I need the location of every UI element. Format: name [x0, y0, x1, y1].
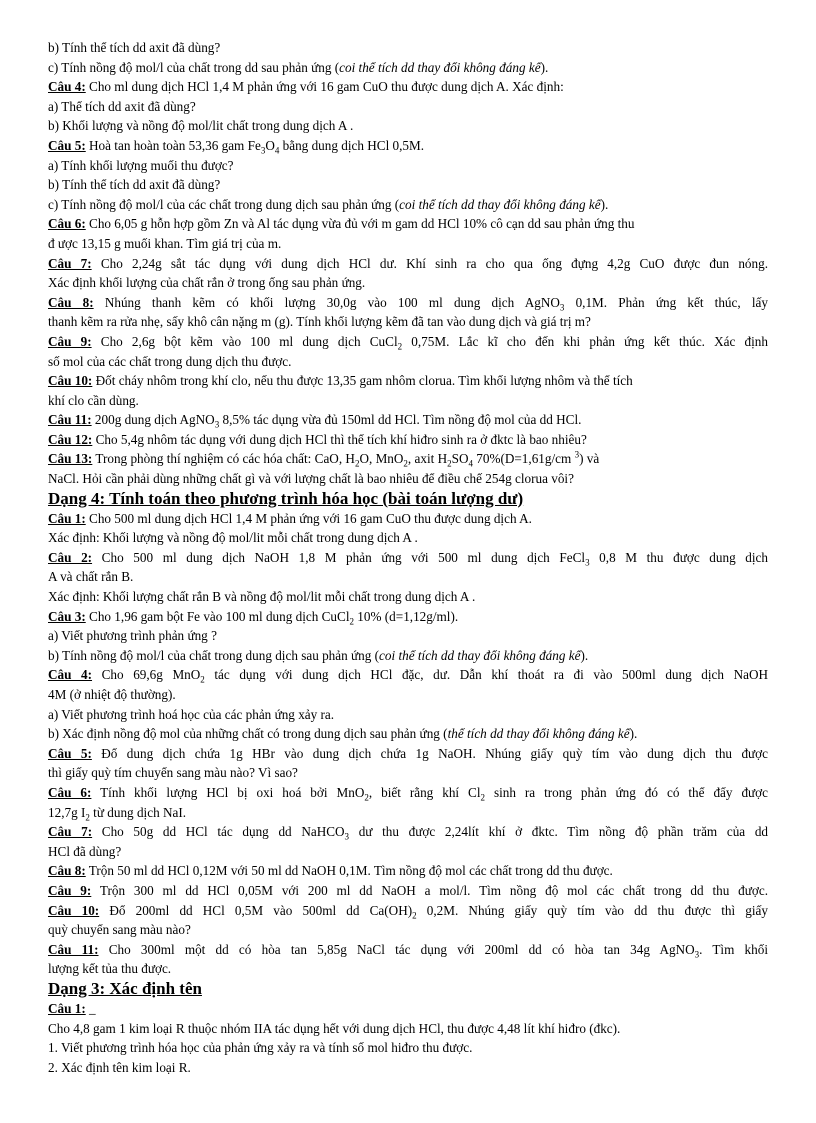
- question-label: Câu 8:: [48, 294, 94, 310]
- question-line: Câu 9: Trộn 300 ml dd HCl 0,05M với 200 ml dd NaOH a mol/l. Tìm nồng độ mol các chất trong dd thu được.: [48, 882, 768, 898]
- question-line: Câu 10: Đốt cháy nhôm trong khí clo, nếu thu được 13,35 gam nhôm clorua. Tìm khối lượng nhôm và thể tích: [48, 373, 633, 389]
- question-line: Câu 8: Trộn 50 ml dd HCl 0,12M với 50 ml dd NaOH 0,1M. Tìm nồng độ mol các chất trong dd thu được.: [48, 863, 613, 879]
- section-heading: Dạng 4: Tính toán theo phương trình hóa học (bài toán lượng dư): [48, 488, 524, 508]
- question-line: Câu 1: _: [48, 1000, 96, 1016]
- italic-note: thể tích dd thay đổi không đáng kể: [447, 726, 630, 742]
- question-label: Câu 1:: [48, 1000, 86, 1016]
- text-line: Xác định: Khối lượng và nồng độ mol/lit mỗi chất trong dung dịch A .: [48, 530, 418, 546]
- question-label: Câu 8:: [48, 863, 86, 879]
- italic-note: coi thể tích dd thay đổi không đáng kể: [339, 59, 541, 75]
- question-label: Câu 4:: [48, 667, 93, 683]
- document-page: [48, 38, 768, 1077]
- question-label: Câu 6:: [48, 784, 92, 800]
- text-line: 4M (ở nhiệt độ thường).: [48, 687, 176, 702]
- question-line: Câu 3: Cho 1,96 gam bột Fe vào 100 ml dung dịch CuCl$_2$ 10% (d=1,12g/ml).: [48, 608, 459, 627]
- question-label: Câu 13:: [48, 451, 93, 467]
- question-line: Câu 5: Đổ dung dịch chứa 1g HBr vào dung dịch chứa 1g NaOH. Nhúng giấy quỳ tím vào dung dịch thu được: [48, 745, 768, 761]
- question-label: Câu 7:: [48, 255, 92, 271]
- question-label: Câu 3:: [48, 608, 86, 624]
- text-line: b) Xác định nồng độ mol của những chất có trong dung dịch sau phản ứng (thể tích dd thay đổi không đáng kể).: [48, 726, 638, 742]
- text-line: 12,7g $I_2$ từ dung dịch NaI.: [48, 804, 187, 823]
- text-line: a) Viết phương trình hoá học của các phản ứng xảy ra.: [48, 706, 335, 722]
- question-line: Câu 7: Cho 50g dd HCl tác dụng dd NaHCO$_3$ dư thu được 2,24lít khí ở đktc. Tìm nồng độ phần trăm của dd: [48, 824, 768, 842]
- text-line: a) Viết phương trình phản ứng ?: [48, 628, 217, 644]
- question-line: Câu 5: Hoà tan hoàn toàn 53,36 gam $Fe_3O_4$ bằng dung dịch HCl 0,5M.: [48, 137, 425, 156]
- question-label: Câu 9:: [48, 333, 92, 349]
- question-label: Câu 2:: [48, 549, 93, 565]
- section-heading: Dạng 3: Xác định tên: [48, 978, 202, 998]
- text-line: b) Tính nồng độ mol/l của chất trong dung dịch sau phản ứng (coi thể tích dd thay đổi không đáng kể).: [48, 647, 589, 663]
- question-line: Câu 2: Cho 500 ml dung dịch NaOH 1,8 M phản ứng với 500 ml dung dịch FeCl$_3$ 0,8 M thu được dung dịch: [48, 549, 768, 568]
- question-line: Câu 1: Cho 500 ml dung dịch HCl 1,4 M phản ứng với 16 gam CuO thu được dung dịch A.: [48, 510, 532, 526]
- question-line: Câu 4: Cho 69,6g MnO$_2$ tác dụng với dung dịch HCl đặc, dư. Dẫn khí thoát ra đi vào 500ml dung dịch NaOH: [48, 667, 768, 685]
- text-line: thì giấy quỳ tím chuyển sang màu nào? Vì sao?: [48, 765, 298, 781]
- question-label: Câu 7:: [48, 824, 93, 840]
- question-label: Câu 4:: [48, 79, 86, 95]
- question-label: Câu 11:: [48, 412, 92, 428]
- question-label: Câu 10:: [48, 902, 100, 918]
- text-line: A và chất rắn B.: [48, 569, 134, 585]
- text-line: b) Tính thể tích dd axit đã dùng?: [48, 177, 221, 193]
- text-line: thanh kẽm ra rửa nhẹ, sấy khô cân nặng m (g). Tính khối lượng kẽm đã tan vào dung dịch và giá trị m?: [48, 314, 591, 330]
- italic-note: coi thể tích dd thay đổi không đáng kể: [379, 647, 581, 663]
- question-label: Câu 10:: [48, 373, 93, 389]
- text-line: Xác định: Khối lượng chất rắn B và nồng độ mol/lit mỗi chất trong dung dịch A .: [48, 589, 476, 605]
- question-line: Câu 13: Trong phòng thí nghiệm có các hóa chất: CaO, $H_2O$, MnO$_2$, axit $H_2SO_4$ 70%(D=1,61g/cm $^3$) và: [48, 450, 600, 470]
- question-line: Câu 7: Cho 2,24g sắt tác dụng với dung dịch HCl dư. Khí sinh ra cho qua ống đựng 4,2g CuO được đun nóng.: [48, 255, 768, 271]
- question-line: Câu 10: Đổ 200ml dd HCl 0,5M vào 500ml dd $Ca(OH)_2$ 0,2M. Nhúng giấy quỳ tím vào dd thu được thì giấy: [48, 902, 768, 921]
- question-label: Câu 12:: [48, 431, 93, 447]
- text-line: số mol của các chất trong dung dịch thu được.: [48, 353, 292, 369]
- question-label: Câu 5:: [48, 745, 92, 761]
- question-label: Câu 5:: [48, 137, 86, 153]
- text-line: HCl đã dùng?: [48, 843, 122, 859]
- text-line: 1. Viết phương trình hóa học của phản ứng xảy ra và tính số mol hiđro thu được.: [48, 1040, 473, 1056]
- text-line: khí clo cần dùng.: [48, 392, 139, 408]
- question-line: Câu 4: Cho ml dung dịch HCl 1,4 M phản ứng với 16 gam CuO thu được dung dịch A. Xác định:: [48, 79, 564, 95]
- text-line: Xác định khối lượng của chất rắn ở trong ống sau phản ứng.: [48, 275, 366, 291]
- question-label: Câu 11:: [48, 941, 99, 957]
- text-line: lượng kết tủa thu được.: [48, 961, 172, 977]
- text-line: NaCl. Hỏi cần phải dùng những chất gì và với lượng chất là bao nhiêu để điều chế 254g clorua vôi?: [48, 471, 574, 487]
- text-line: quỳ chuyển sang màu nào?: [48, 922, 191, 938]
- question-line: Câu 11: Cho 300ml một dd có hòa tan 5,85g NaCl tác dụng với 200ml dd có hòa tan 34g AgNO$_3$. Tìm khối: [48, 941, 768, 960]
- text-line: b) Tính thể tích dd axit đã dùng?: [48, 40, 221, 55]
- question-line: Câu 6: Tính khối lượng HCl bị oxi hoá bởi MnO$_2$, biết rằng khí $Cl_2$ sinh ra trong phản ứng đó có thể đẩy được: [48, 784, 768, 803]
- text-line: đ ược 13,15 g muối khan. Tìm giá trị của m.: [48, 235, 282, 251]
- text-line: Cho 4,8 gam 1 kim loại R thuộc nhóm IIA tác dụng hết với dung dịch HCl, thu được 4,48 lít khí hiđro (đkc).: [48, 1020, 621, 1036]
- question-line: Câu 9: Cho 2,6g bột kẽm vào 100 ml dung dịch CuCl$_2$ 0,75M. Lắc kĩ cho đến khi phản ứng kết thúc. Xác định: [48, 333, 768, 352]
- question-label: Câu 6:: [48, 216, 86, 232]
- question-line: Câu 8: Nhúng thanh kẽm có khối lượng 30,0g vào 100 ml dung dịch AgNO$_3$ 0,1M. Phản ứng kết thúc, lấy: [48, 294, 768, 313]
- question-line: Câu 11: 200g dung dịch AgNO$_3$ 8,5% tác dụng vừa đủ 150ml dd HCl. Tìm nồng độ mol của dd HCl.: [48, 412, 582, 430]
- italic-note: coi thể tích dd thay đổi không đáng kể: [399, 196, 601, 212]
- question-label: Câu 9:: [48, 882, 92, 898]
- question-line: Câu 12: Cho 5,4g nhôm tác dụng với dung dịch HCl thì thể tích khí hiđro sinh ra ở đktc là bao nhiêu?: [48, 431, 587, 447]
- question-label: Câu 1:: [48, 510, 86, 526]
- text-line: a) Thể tích dd axit đã dùng?: [48, 98, 196, 114]
- question-line: Câu 6: Cho 6,05 g hỗn hợp gồm Zn và Al tác dụng vừa đủ với m gam dd HCl 10% cô cạn dd sau phản ứng thu: [48, 216, 635, 232]
- text-line: a) Tính khối lượng muối thu được?: [48, 157, 234, 173]
- text-line: c) Tính nồng độ mol/l của chất trong dd sau phản ứng (coi thể tích dd thay đổi không đáng kể).: [48, 59, 549, 75]
- text-line: c) Tính nồng độ mol/l của các chất trong dung dịch sau phản ứng (coi thể tích dd thay đổi không đáng kể).: [48, 196, 609, 212]
- text-line: b) Khối lượng và nồng độ mol/lit chất trong dung dịch A .: [48, 118, 354, 134]
- text-line: 2. Xác định tên kim loại R.: [48, 1059, 191, 1075]
